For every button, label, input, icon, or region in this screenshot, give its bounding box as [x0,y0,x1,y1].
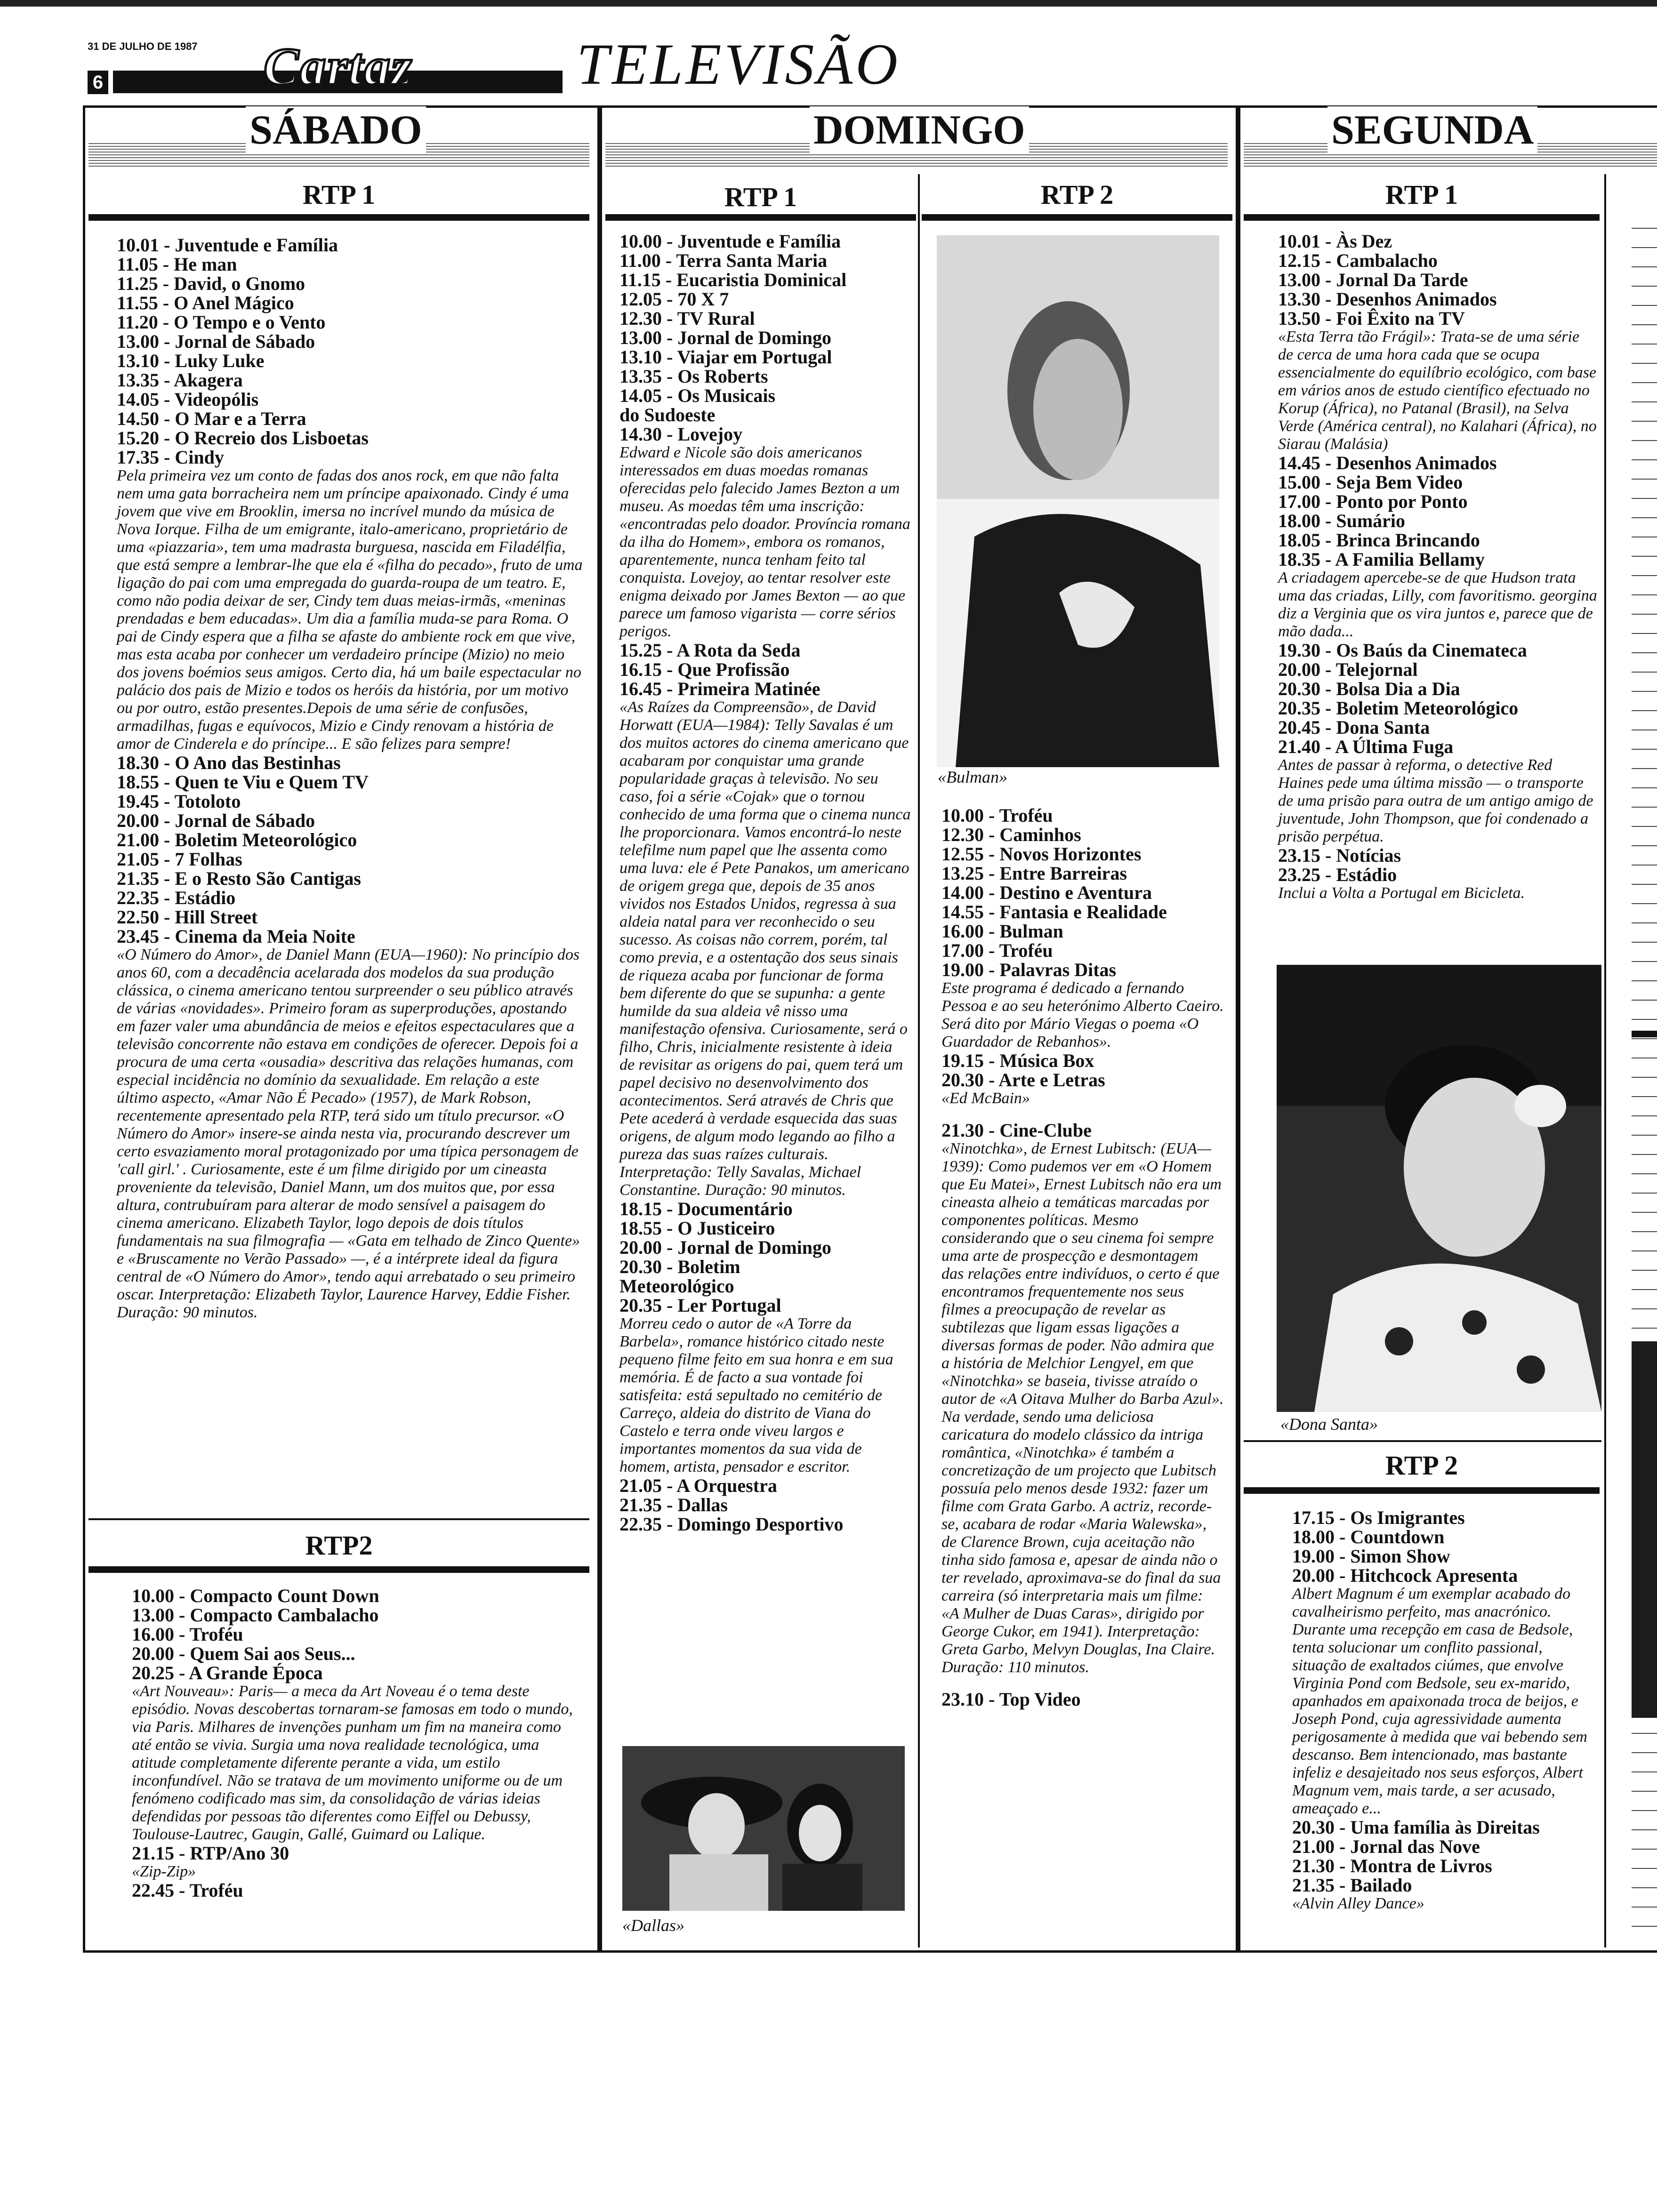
schedule-item: 20.00 - Jornal de Domingo [619,1237,831,1258]
schedule-item: 20.00 - Hitchcock Apresenta [1292,1565,1518,1586]
domingo-rtp2-listing [941,806,1224,1709]
schedule-item: 10.00 - Juventude e Família [619,231,841,252]
schedule-item: 12.15 - Cambalacho [1278,250,1438,271]
schedule-item: 21.00 - Jornal das Nove [1292,1836,1480,1857]
schedule-item: 23.15 - Notícias [1278,845,1401,866]
schedule-item: 21.30 - Cine-Clube [941,1120,1092,1141]
schedule-item: 10.00 - Compacto Count Down [132,1585,379,1606]
schedule-item: 13.35 - Akagera [117,369,243,391]
schedule-list [619,1199,911,1315]
schedule-item: 23.10 - Top Video [941,1689,1081,1710]
schedule-list [1278,846,1598,884]
schedule-item: Meteorológico [619,1275,734,1297]
schedule-item: 13.10 - Viajar em Portugal [619,346,832,368]
schedule-item: 20.30 - Arte e Letras [941,1069,1105,1090]
schedule-item: 16.00 - Troféu [132,1624,243,1645]
schedule-item: 13.50 - Foi Êxito na TV [1278,308,1465,329]
schedule-item: 17.00 - Troféu [941,940,1053,961]
schedule-list [1292,1818,1598,1895]
program-description: Este programa é dedicado a fernando Pessoa e ao seu heterónimo Alberto Caeiro. Será dito por Mário Viegas o poema «O Guardador de Rebanhos». [941,979,1224,1050]
channel-rule [88,1566,589,1573]
page-number: 6 [88,71,108,94]
program-description: A criadagem apercebe-se de que Hudson trata uma das criadas, Lilly, com favoritismo. georgina diz a Verginia que os vira juntos e, parece que de mão dada... [1278,569,1597,640]
schedule-item: 22.45 - Troféu [132,1880,243,1901]
photo-caption: «Dona Santa» [1280,1415,1378,1434]
schedule-item: 21.35 - Bailado [1292,1875,1412,1896]
schedule-item: do Sudoeste [619,404,716,425]
schedule-list [132,1586,579,1683]
schedule-item: 14.55 - Fantasia e Realidade [941,901,1167,922]
program-description: «Ninotchka», de Ernest Lubitsch: (EUA—1939): Como pudemos ver em «O Homem que Eu Matei», Ernest Lubitsch não era um cineasta alheio a temáticas marcadas por componentes políticas. Mesmo considerando que o seu cinema foi sempre uma arte de prospecção e desmontagem das relações entre indivíduos, o certo é que encontramos frequentemente nos seus filmes a preocupação de revelar as subtilezas que ligam essas ligações a diversas formas de poder. Não admira que a história de Melchior Lengyel, em que «Ninotchka» se baseia, tivisse atraído o autor de «A Oitava Mulher do Barba Azul». Na verdade, sendo uma deliciosa caricatura do modelo clássico da intriga romântica, «Ninotchka» é também a concretização de um projecto que Lubitsch possuía pelo menos desde 1932: fazer um filme com Grata Garbo. A actriz, recorde-se, acabara de rodar «Maria Walewska», de Clarence Brown, cuja aceitação não tinha sido famosa e, apesar de ainda não o ter revelado, aproximava-se do final da sua carreira (só interpretaria mais um filme: «A Mulher de Duas Caras», dirigido por George Cukor, em 1941). Interpretação: Greta Garbo, Melvyn Douglas, Ina Claire. Duração: 110 minutos. [941,1140,1224,1676]
schedule-item: 13.35 - Os Roberts [619,366,768,387]
schedule-item: 19.30 - Os Baús da Cinemateca [1278,640,1527,661]
schedule-item: 20.30 - Bolsa Dia a Dia [1278,678,1460,699]
schedule-item: 14.45 - Desenhos Animados [1278,452,1497,473]
schedule-item: 15.25 - A Rota da Seda [619,640,801,661]
program-description: Edward e Nicole são dois americanos interessados em duas moedas romanas oferecidas pelo falecido James Bezton a um museu. As moedas têm uma inscrição: «encontradas pelo doador. Província romana da ilha do Homem», embora os romanos, aparentemente, nunca tenham feito tal conquista. Lovejoy, ao tentar resolver este enigma deixado por James Bexton — ao que parece um famoso vigarista — corre sérios perigos. [619,444,910,640]
schedule-item: 21.05 - A Orquestra [619,1475,777,1496]
domingo-rtp1-listing [619,232,911,1534]
schedule-item: 11.15 - Eucaristia Dominical [619,269,847,290]
schedule-list [1278,453,1598,569]
section-divider [88,1518,589,1520]
schedule-item: 15.20 - O Recreio dos Lisboetas [117,427,369,449]
schedule-item: 19.00 - Palavras Ditas [941,959,1117,980]
schedule-item: 18.55 - O Justiceiro [619,1218,775,1239]
program-description: Pela primeira vez um conto de fadas dos anos rock, em que não falta nem uma gata borracheira nem um príncipe apaixonado. Cindy é uma jovem que vive em Brooklin, imersa no incrível mundo da música de Nova Iorque. Filha de um emigrante, italo-americano, proprietário de uma «piazzaria», tem uma madrasta burguesa, nascida em Filadélfia, que está sempre a lembrar-lhe que ela é «filha do pecado», fruto de uma ligação do pai com uma empregada do guarda-roupa de um teatro. E, como não podia deixar de ser, Cindy tem duas meias-irmãs, «meninas prendadas e bem educadas». Um dia a família muda-se para Roma. O pai de Cindy espera que a filha se afaste do ambiente rock em que vive, mas esta acaba por conhecer um verdadeiro príncipe (Mizio) no meio dos jovens boémios seus amigos. Certo dia, há um baile espectacular no palácio dos pais de Mizio e todos os heróis da história, por um motivo ou por outro, estão presentes.Depois de uma série de confusões, armadilhas, fugas e equívocos, Mizio e Cindy renovam a história de amor de Cinderela e do príncipe... E são felizes para sempre! [117,467,583,753]
schedule-item: 18.35 - A Familia Bellamy [1278,549,1485,570]
day-heading-domingo: DOMINGO [810,106,1029,154]
schedule-item: 13.00 - Compacto Cambalacho [132,1604,379,1626]
schedule-item: 11.00 - Terra Santa Maria [619,250,828,271]
schedule-item: 17.00 - Ponto por Ponto [1278,491,1468,512]
channel-rule [1244,214,1600,221]
program-description: «Alvin Alley Dance» [1292,1895,1424,1912]
schedule-item: 20.00 - Telejornal [1278,659,1418,680]
schedule-item: 21.15 - RTP/Ano 30 [132,1843,290,1864]
schedule-item: 14.05 - Os Musicais [619,385,776,406]
schedule-item: 20.35 - Boletim Meteorológico [1278,697,1519,719]
schedule-item: 13.00 - Jornal de Domingo [619,327,831,348]
schedule-item: 12.30 - TV Rural [619,308,755,329]
top-rule [0,0,1657,7]
schedule-item: 13.00 - Jornal Da Tarde [1278,269,1468,290]
schedule-item: 23.25 - Estádio [1278,864,1397,885]
schedule-item: 11.05 - He man [117,254,237,275]
schedule-item: 19.15 - Música Box [941,1050,1094,1071]
schedule-item: 15.00 - Seja Bem Video [1278,472,1463,493]
schedule-item: 20.25 - A Grande Época [132,1662,323,1683]
schedule-item: 23.45 - Cinema da Meia Noite [117,926,355,947]
schedule-list [941,806,1224,979]
schedule-item: 17.35 - Cindy [117,447,224,468]
schedule-item: 18.15 - Documentário [619,1198,793,1219]
program-description: «Zip-Zip» [132,1863,196,1880]
channel-rule [1244,1487,1600,1494]
schedule-list [1278,641,1598,756]
channel-rule [922,214,1232,221]
photo-caption: «Bulman» [938,768,1007,786]
schedule-item: 20.30 - Uma família às Direitas [1292,1817,1540,1838]
schedule-item: 18.00 - Sumário [1278,510,1405,531]
program-description: Antes de passar à reforma, o detective Red Haines pede uma última missão — o transporte de uma prisão para outra de um antigo amigo de juventude, John Thompson, que foi condenado a prisão perpétua. [1278,756,1593,845]
schedule-item: 14.00 - Destino e Aventura [941,882,1152,903]
program-description: «As Raízes da Compreensão», de David Horwatt (EUA—1984): Telly Savalas é um dos muitos actores do cinema americano que acabaram por conquistar uma grande popularidade graças à televisão. No seu caso, foi a série «Cojak» que o tornou conhecido de uma forma que o cinema nunca lhe proporcionara. Vamos encontrá-lo neste telefilme num papel que lhe assenta como uma luva: ele é Pete Panakos, um americano de origem grega que, depois de 35 anos vividos nos Estados Unidos, regressa à sua aldeia natal para ver reconhecido o seu sucesso. As coisas não correm, porém, tal como previa, e a ostentação dos seus sinais de riqueza acaba por funcionar de forma bem diferente do que se supunha: a gente humilde da sua aldeia vê nisso uma manifestação ofensiva. Curiosamente, será o filho, Chris, inicialmente resistente à ideia de revisitar as origens do pai, quem terá um papel decisivo no desenvolvimento dos acontecimentos. Será através de Chris que Pete acederá à verdade esquecida das suas origens, de algum modo legando ao filho a pureza das suas raízes culturais. Interpretação: Telly Savalas, Michael Constantine. Duração: 90 minutos. [619,698,911,1199]
column-divider [1604,174,1606,1948]
schedule-item: 12.30 - Caminhos [941,824,1081,845]
schedule-item: 18.30 - O Ano das Bestinhas [117,752,341,773]
dallas-photo [622,1746,905,1911]
schedule-item: 17.15 - Os Imigrantes [1292,1507,1465,1528]
schedule-list [117,235,583,467]
schedule-item: 20.45 - Dona Santa [1278,717,1430,738]
schedule-item: 10.01 - Às Dez [1278,231,1392,252]
channel-header-rtp2: RTP 2 [1385,1450,1458,1481]
column-divider [918,174,920,1948]
section-title: TELEVISÃO [577,32,901,96]
schedule-item: 16.15 - Que Profissão [619,659,790,680]
schedule-list [941,1051,1224,1090]
program-description: Morreu cedo o autor de «A Torre da Barbela», romance histórico citado neste pequeno filme feito em sua honra e em sua memória. É de facto a sua vontade foi satisfeita: está sepultado no cemitério de Carreço, aldeia do distrito de Viana do Castelo e terra onde viveu largos e importantes momentos da sua vida de homem, artista, pensador e escritor. [619,1315,893,1475]
schedule-list [619,1476,911,1534]
channel-header-rtp1: RTP 1 [302,179,376,210]
segunda-rtp2-listing [1292,1508,1598,1913]
schedule-item: 18.05 - Brinca Brincando [1278,529,1480,551]
program-description: «Ed McBain» [941,1090,1030,1107]
schedule-item: 20.35 - Ler Portugal [619,1295,781,1316]
channel-rule [88,214,589,221]
cropped-adjacent-column [1632,221,1657,1944]
channel-header-rtp1: RTP 1 [724,182,797,212]
program-description: «Art Nouveau»: Paris— a meca da Art Noveau é o tema deste episódio. Novas descobertas tornaram-se famosas em todo o mundo, via Paris. Milhares de invenções punham um fim na maneira como até então se vivia. Surgia uma nova realidade tecnológica, uma atitude completamente diferente perante a vida, um estilo inconfundível. Não se tratava de um movimento uniforme ou de um fenómeno codificado mas sim, da consolidação de várias ideias defendidas por pessoas tão diferentes como Eiffel ou Debussy, Toulouse-Lautrec, Gaugin, Gallé, Guimard ou Lalique. [132,1683,573,1843]
schedule-item: 18.55 - Quen te Viu e Quem TV [117,771,369,793]
schedule-item: 16.45 - Primeira Matinée [619,678,820,699]
sabado-rtp1-listing [117,235,583,1322]
schedule-item: 11.25 - David, o Gnomo [117,273,306,294]
schedule-item: 10.01 - Juventude e Família [117,234,338,256]
dona-santa-photo [1277,965,1601,1412]
channel-header-rtp2: RTP 2 [1040,179,1114,210]
schedule-item: 21.00 - Boletim Meteorológico [117,829,357,850]
day-heading-sabado: SÁBADO [246,106,426,154]
schedule-item: 20.30 - Boletim [619,1256,740,1277]
section-divider [1244,1440,1601,1442]
schedule-item: 13.10 - Luky Luke [117,350,265,371]
schedule-item: 10.00 - Troféu [941,805,1053,826]
program-description: «Esta Terra tão Frágil»: Trata-se de uma série de cerca de uma hora cada que se ocupa essencialmente do equilíbrio ecológico, com base em vários anos de estudo científico efectuado no Korup (África), no Patanal (Brasil), na Selva Verde (América central), no Kalahari (África), no Siarau (Malásia) [1278,328,1597,453]
channel-header-rtp1: RTP 1 [1385,179,1458,210]
schedule-list [1292,1508,1598,1585]
schedule-item: 22.35 - Estádio [117,887,236,908]
schedule-item: 11.20 - O Tempo e o Vento [117,312,326,333]
schedule-item: 21.40 - A Última Fuga [1278,736,1454,757]
channel-header-rtp2: RTP2 [305,1530,373,1561]
schedule-list [619,641,911,698]
schedule-item: 21.35 - E o Resto São Cantigas [117,868,361,889]
schedule-item: 13.25 - Entre Barreiras [941,863,1127,884]
photo-caption: «Dallas» [622,1916,685,1935]
schedule-list [117,753,583,946]
schedule-item: 12.05 - 70 X 7 [619,289,729,310]
schedule-item: 13.30 - Desenhos Animados [1278,289,1497,310]
bulman-photo [937,235,1219,767]
schedule-item: 21.30 - Montra de Livros [1292,1855,1492,1876]
schedule-item: 16.00 - Bulman [941,921,1063,942]
brand-logo: Cartaz [264,38,413,96]
schedule-item: 14.05 - Videopólis [117,389,259,410]
schedule-list [619,232,911,444]
schedule-item: 11.55 - O Anel Mágico [117,292,294,313]
schedule-item: 20.00 - Quem Sai aos Seus... [132,1643,355,1664]
program-description: Inclui a Volta a Portugal em Bicicleta. [1278,884,1525,902]
schedule-item: 19.00 - Simon Show [1292,1546,1450,1567]
schedule-item: 18.00 - Countdown [1292,1526,1445,1547]
schedule-item: 13.00 - Jornal de Sábado [117,331,315,352]
schedule-item: 21.05 - 7 Folhas [117,849,242,870]
schedule-list [1278,232,1598,328]
program-description: Albert Magnum é um exemplar acabado do cavalheirismo perfeito, mas anacrónico. Durante uma recepção em casa de Bedsole, tenta solucionar um conflito passional, situação de exaltados ciúmes, que envolve Virginia Pond com Bedsole, seu ex-marido, apanhados em apaixonada troca de beijos, e Joseph Pond, cuja agressividade aumenta perigosamente à medida que vai bebendo sem descanso. Bem intencionado, mas bastante infeliz e desajeitado nos seus esforços, Albert Magnum vem, mais tarde, a ser acusado, ameaçado e... [1292,1585,1587,1817]
schedule-item: 20.00 - Jornal de Sábado [117,810,315,831]
schedule-item: 14.30 - Lovejoy [619,424,743,445]
sabado-rtp2-listing [132,1586,579,1900]
schedule-item: 14.50 - O Mar e a Terra [117,408,306,429]
schedule-item: 22.35 - Domingo Desportivo [619,1514,844,1535]
segunda-rtp1-listing [1278,232,1598,902]
schedule-item: 22.50 - Hill Street [117,906,258,928]
issue-date: 31 DE JULHO DE 1987 [88,40,198,52]
program-description: «O Número do Amor», de Daniel Mann (EUA—1960): No princípio dos anos 60, com a decadência acelarada dos modelos da sua produção clássica, o cinema americano tentou surpreender o seu público através de várias «novidades». Primeiro foram as superproduções, apostando em fazer valer uma abundância de meios e efeitos espectaculares que a televisão concorrente não estava em condições de oferecer. Depois foi a procura de uma certa «ousadia» descritiva das relações humanas, com especial incidência no domínio da sexualidade. Em relação a este último aspecto, «Amar Não É Pecado» (1957), de Mark Robson, recentemente apresentado pela RTP, terá sido um título precursor. «O Número do Amor» insere-se ainda nesta via, procurando descrever um certo esvaziamento moral protagonizado por uma típica personagem de 'call girl.' . Curiosamente, este é um filme dirigido por um cineasta proveniente da televisão, Daniel Mann, um dos muitos que, por essa altura, contrubuíram para alterar de modo sensível a paisagem do cinema americano. Elizabeth Taylor, logo depois de dois títulos fundamentais na sua filmografia — «Gata em telhado de Zinco Quente» e «Bruscamente no Verão Passado» —, é a intérprete ideal da figura central de «O Número do Amor», tendo aqui arrebatado o seu primeiro oscar. Interpretação: Elizabeth Taylor, Laurence Harvey, Eddie Fisher. Duração: 90 minutos. [117,946,580,1321]
schedule-item: 19.45 - Totoloto [117,791,241,812]
schedule-item: 21.35 - Dallas [619,1494,728,1515]
day-heading-segunda: SEGUNDA [1327,106,1537,154]
channel-rule [605,214,916,221]
schedule-item: 12.55 - Novos Horizontes [941,843,1142,865]
